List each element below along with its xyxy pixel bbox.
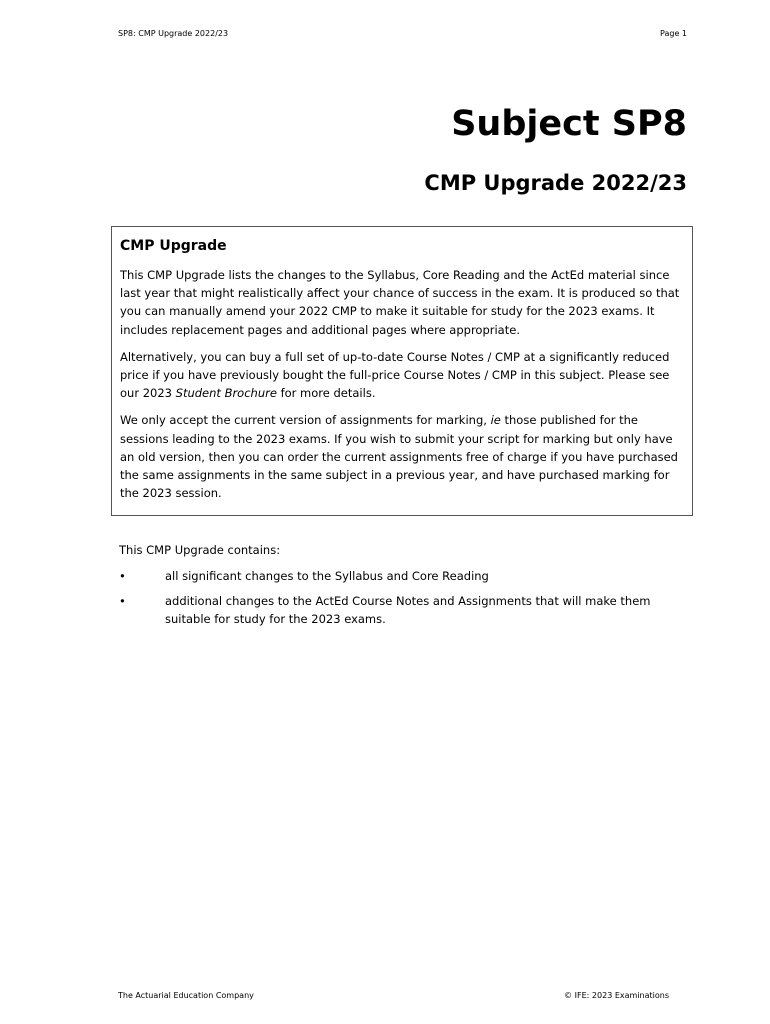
info-paragraph-1: This CMP Upgrade lists the changes to the Syllabus, Core Reading and the ActEd material since last year that might realistically affect your chance of success in the exam. It is produced so that you can manually amend your 2022 CMP to make it suitable for study for the 2023 exams. It includes replacement pages and additional pages where appropriate. (120, 268, 680, 337)
info-paragraph-3-text-after: those published for the sessions leading to the 2023 exams. If you wish to submit your script for marking but only have an old version, then you can order the current assignments free of charge if you have purchased the same assignments in the same subject in a previous year, and have purchased marking for the 2023 session. (120, 413, 678, 501)
document-title: Subject SP8 (451, 104, 687, 144)
contents-intro: This CMP Upgrade contains: (119, 543, 281, 557)
document-subtitle: CMP Upgrade 2022/23 (424, 171, 687, 195)
info-paragraph-3 (120, 411, 684, 502)
running-header-title: SP8: CMP Upgrade 2022/23 (118, 29, 229, 38)
footer-copyright: © IFE: 2023 Examinations (564, 991, 669, 1000)
info-paragraph-3-text-before: We only accept the current version of assignments for marking, (120, 413, 491, 428)
page-number: Page 1 (660, 29, 687, 38)
list-item-text: all significant changes to the Syllabus and Core Reading (165, 569, 489, 583)
contents-bullet-list (119, 567, 689, 628)
list-item (119, 567, 689, 585)
student-brochure-italic: Student Brochure (175, 386, 277, 401)
info-paragraph-2 (120, 348, 684, 403)
info-box-heading: CMP Upgrade (120, 238, 227, 254)
info-paragraph-2-text-before: Alternatively, you can buy a full set of up-to-date Course Notes / CMP at a significantly reduced price if you have previously bought the full-price Course Notes / CMP in this subject. Please see our 2023 (120, 349, 670, 401)
list-item-text: additional changes to the ActEd Course Notes and Assignments that will make them suitable for study for the 2023 exams. (165, 594, 651, 626)
footer-company: The Actuarial Education Company (118, 991, 254, 1000)
bullet-icon: • (119, 569, 126, 583)
list-item (119, 592, 689, 628)
bullet-icon: • (119, 594, 126, 608)
upgrade-contents-section (119, 541, 689, 635)
cmp-upgrade-info-box (111, 226, 693, 516)
info-paragraph-2-text-after: for more details. (276, 386, 376, 401)
ie-italic: ie (490, 413, 501, 428)
